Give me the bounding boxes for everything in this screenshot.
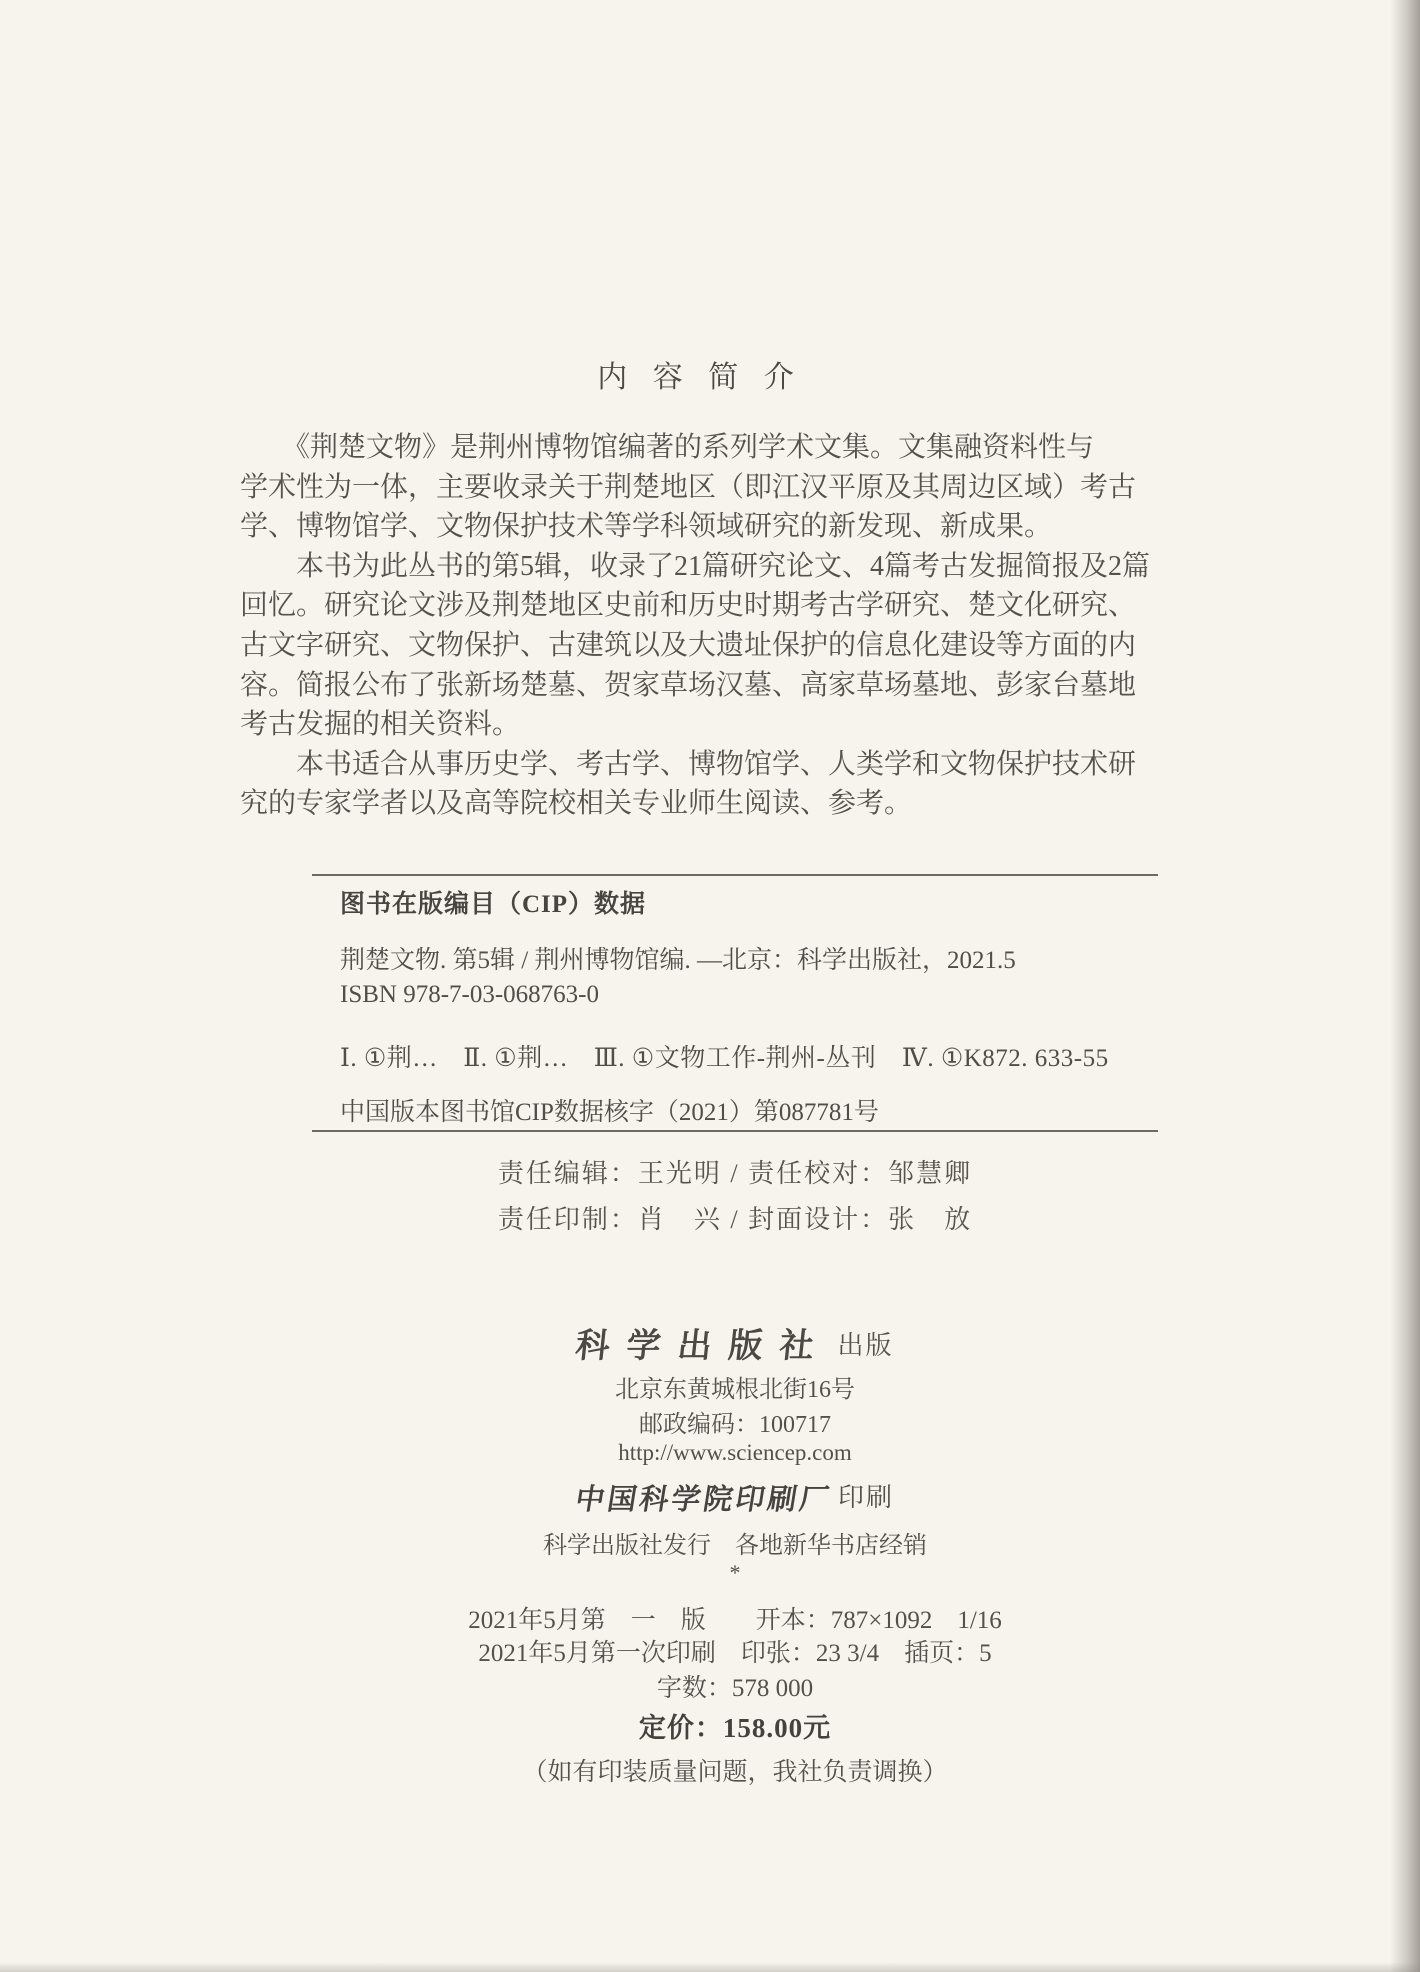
edition-line: 2021年5月第 一 版 开本：787×1092 1/16 [468,1607,1002,1634]
intro-line: 容。简报公布了张新场楚墓、贺家草场汉墓、高家草场墓地、彭家台墓地 [240,669,1137,701]
page-edge-shadow-right [1390,0,1420,1972]
publisher-name: 科学出版社 [574,1328,834,1365]
intro-line: 回忆。研究论文涉及荆楚地区史前和历史时期考古学研究、楚文化研究、 [240,590,1137,622]
intro-line: 本书为此丛书的第5辑，收录了21篇研究论文、4篇考古发掘简报及2篇 [240,550,1151,582]
intro-line: 究的专家学者以及高等院校相关专业师生阅读、参考。 [240,788,913,820]
cip-entry: 荆楚文物. 第5辑 / 荆州博物馆编. —北京：科学出版社，2021.5 [340,947,1016,974]
intro-line: 《荆楚文物》是荆州博物馆编著的系列学术文集。文集融资料性与 [240,432,1095,463]
publisher-line [312,1318,1158,1367]
cip-divider-bottom [312,1130,1158,1132]
printing-line: 2021年5月第一次印刷 印张：23 3/4 插页：5 [478,1640,992,1667]
intro-line: 本书适合从事历史学、考古学、博物馆学、人类学和文物保护技术研 [240,748,1137,780]
page-edge-shadow-bottom [0,1962,1420,1972]
intro-line: 学术性为一体，主要收录关于荆楚地区（即江汉平原及其周边区域）考古 [240,471,1137,503]
distribution-line: 科学出版社发行 各地新华书店经销 [543,1533,927,1559]
cip-divider-top [312,874,1158,876]
publisher-website: http://www.sciencep.com [618,1440,852,1465]
staff-editor-line: 责任编辑：王光明 / 责任校对：邹慧卿 [497,1159,973,1188]
publisher-postcode: 邮政编码：100717 [639,1412,831,1438]
intro-paragraphs [240,428,1170,824]
cip-heading: 图书在版编目（CIP）数据 [340,891,647,918]
divider-star: * [729,1560,741,1585]
intro-line: 考古发掘的相关资料。 [240,709,521,741]
quality-note: （如有印装质量问题，我社负责调换） [522,1759,948,1786]
staff-printing-line: 责任印制：肖 兴 / 封面设计：张 放 [497,1205,973,1234]
intro-line: 学、博物馆学、文物保护技术等学科领域研究的新发现、新成果。 [240,511,1053,543]
page-title: 内 容 简 介 [597,361,803,394]
word-count-line: 字数：578 000 [656,1675,814,1702]
printer-line [312,1477,1158,1518]
cip-classification: Ⅰ. ①荆… Ⅱ. ①荆… Ⅲ. ①文物工作-荆州-丛刊 Ⅳ. ①K872. 633-55 [340,1045,1109,1072]
cip-isbn: ISBN 978-7-03-068763-0 [340,981,600,1008]
printer-role: 印刷 [838,1483,895,1512]
intro-line: 古文字研究、文物保护、古建筑以及大遗址保护的信息化建设等方面的内 [240,629,1137,661]
price-line: 定价：158.00元 [638,1713,832,1743]
cip-record-number: 中国版本图书馆CIP数据核字（2021）第087781号 [340,1099,879,1126]
publisher-role: 出版 [837,1331,894,1360]
publisher-address: 北京东黄城根北街16号 [615,1377,855,1403]
printer-name: 中国科学院印刷厂 [573,1484,835,1516]
